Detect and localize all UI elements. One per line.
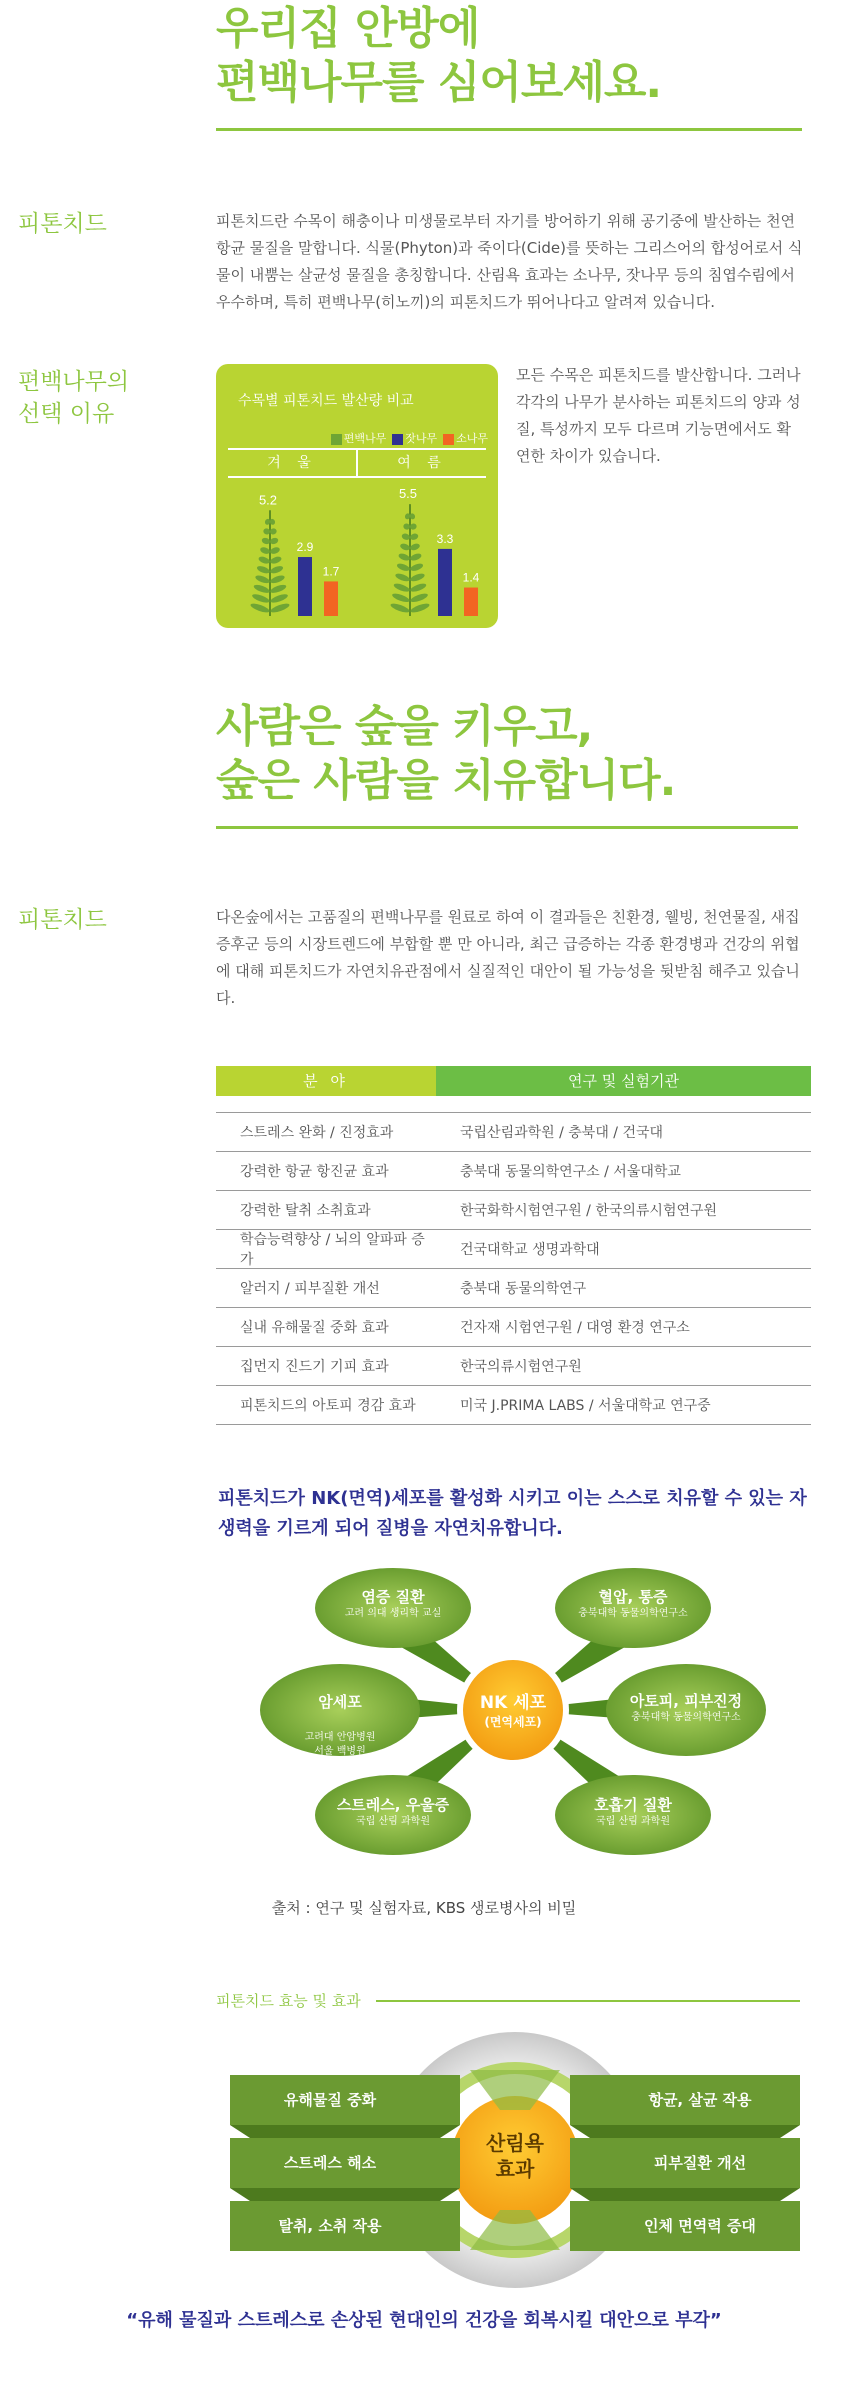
reason-description: 모든 수목은 피톤치드를 발산합니다. 그러나 각각의 나무가 분사하는 피톤치드의 양과 성질, 특성까지 모두 다르며 기능면에서도 확연한 차이가 있습니다. bbox=[516, 366, 801, 465]
petal-title: 염증 질환 bbox=[361, 1588, 425, 1606]
petal-blood-pressure bbox=[555, 1586, 711, 1621]
table-row bbox=[216, 1347, 811, 1386]
cell-org: 한국화학시험연구원 / 한국의류시험연구원 bbox=[460, 1203, 718, 1219]
petal-cancer bbox=[260, 1672, 420, 1792]
cell-field: 강력한 탈취 소취효과 bbox=[240, 1203, 371, 1219]
bar-pine bbox=[324, 581, 338, 616]
bar-pine-nut bbox=[438, 549, 452, 616]
table-row bbox=[216, 1386, 811, 1425]
table-row bbox=[216, 1152, 811, 1191]
cell-org: 충북대 동물의학연구소 / 서울대학교 bbox=[460, 1164, 681, 1180]
effects-title-rule bbox=[376, 2000, 800, 2002]
cell-org: 충북대 동물의학연구 bbox=[460, 1281, 587, 1297]
research-table bbox=[216, 1066, 811, 1425]
table-row bbox=[216, 1230, 811, 1269]
effects-core bbox=[455, 2130, 575, 2182]
petal-inflammation bbox=[315, 1586, 471, 1621]
effect-stress-relief: 스트레스 해소 bbox=[283, 2154, 377, 2172]
cell-org: 건자재 시험연구원 / 대영 환경 연구소 bbox=[460, 1320, 690, 1336]
petal-source: 고려 의대 생리학 교실 bbox=[344, 1608, 442, 1619]
data-label-pine: 1.4 bbox=[462, 570, 480, 585]
phytoncide-label: 피톤치드 bbox=[18, 211, 107, 237]
daonsup-description: 다온숲에서는 고품질의 편백나무를 원료로 하여 이 결과들은 친환경, 웰빙, 천연물질, 새집증후군 등의 시장트렌드에 부합할 뿐 만 아니라, 최근 급증하는 각종 환경병과 건강의 위협에 대해 피톤치드가 자연치유관점에서 실질적인 대안이 될 가능성을 뒷받침 해주고 있습니다. bbox=[216, 908, 800, 1007]
reason-label-line1: 편백나무의 bbox=[18, 369, 130, 395]
data-label-hinoki: 5.5 bbox=[398, 486, 418, 502]
petal-source: 고려대 안암병원 서울 백병원 일본 과학대학 bbox=[304, 1732, 376, 1771]
cell-field: 집먼지 진드기 기피 효과 bbox=[240, 1359, 389, 1375]
effect-neutralize: 유해물질 중화 bbox=[283, 2091, 377, 2109]
cell-org: 건국대학교 생명과학대 bbox=[460, 1242, 600, 1258]
petal-title: 호흡기 질환 bbox=[594, 1796, 672, 1814]
headline-1-line2: 편백나무를 심어보세요. bbox=[216, 57, 662, 108]
phytoncide-chart bbox=[216, 364, 498, 628]
cell-field: 알러지 / 피부질환 개선 bbox=[240, 1281, 380, 1297]
table-row bbox=[216, 1113, 811, 1152]
petal-respiratory bbox=[555, 1794, 711, 1829]
phytoncide-label-2: 피톤치드 bbox=[18, 907, 107, 933]
cell-org: 국립산림과학원 / 충북대 / 건국대 bbox=[460, 1125, 664, 1141]
petal-title: 아토피, 피부진정 bbox=[629, 1692, 743, 1710]
data-label-pine: 1.7 bbox=[322, 564, 340, 579]
table-header bbox=[216, 1066, 811, 1096]
petal-stress bbox=[315, 1794, 471, 1829]
phytoncide-description: 피톤치드란 수목이 해충이나 미생물로부터 자기를 방어하기 위해 공기중에 발산하는 천연 항균 물질을 말합니다. 식물(Phyton)과 죽이다(Cide)를 뜻하는 그리스어의 합성어로서 식물이 내뿜는 살균성 물질을 총칭합니다. 산림욕 효과는 소나무, 잣나무 등의 침엽수림에서 우수하며, 특히 편백나무(히노끼)의 피톤치드가 뛰어나다고 알려져 있습니다. bbox=[216, 212, 803, 311]
bar-fern-hinoki bbox=[250, 510, 291, 616]
effect-deodorize: 탈취, 소취 작용 bbox=[278, 2217, 382, 2235]
data-label-hinoki: 5.2 bbox=[258, 492, 278, 508]
petal-title: 혈압, 통증 bbox=[598, 1588, 668, 1606]
nk-source: 출처 : 연구 및 실험자료, KBS 생로병사의 비밀 bbox=[271, 1899, 577, 1917]
headline-2-line1: 사람은 숲을 키우고, bbox=[216, 701, 593, 752]
chart-plot bbox=[216, 364, 498, 628]
petal-source: 충북대학 동물의학연구소 bbox=[578, 1608, 688, 1619]
nk-core-title: NK 세포 bbox=[479, 1693, 547, 1713]
petal-source: 국립 산림 과학원 bbox=[356, 1816, 430, 1827]
nk-diagram bbox=[258, 1560, 768, 1860]
table-row bbox=[216, 1269, 811, 1308]
cell-field: 강력한 항균 항진균 효과 bbox=[240, 1164, 389, 1180]
cell-field: 피톤치드의 아토피 경감 효과 bbox=[240, 1398, 416, 1414]
effects-title: 피톤치드 효능 및 효과 bbox=[216, 1992, 361, 2010]
header-org: 연구 및 실험기관 bbox=[436, 1066, 811, 1096]
petal-atopy bbox=[606, 1690, 766, 1725]
bar-pine bbox=[464, 588, 478, 616]
petal-source: 국립 산림 과학원 bbox=[596, 1816, 670, 1827]
petal-title: 암세포 bbox=[318, 1693, 362, 1711]
bar-pine-nut bbox=[298, 557, 312, 616]
closing-quote: “유해 물질과 스트레스로 손상된 현대인의 건강을 회복시킬 대안으로 부각” bbox=[126, 2310, 722, 2331]
legend-label-pine-nut: 잣나무 bbox=[405, 432, 438, 445]
table-row bbox=[216, 1191, 811, 1230]
table-row bbox=[216, 1308, 811, 1347]
petal-title: 스트레스, 우울증 bbox=[336, 1796, 450, 1814]
headline-2-line2: 숲은 사람을 치유합니다. bbox=[216, 755, 676, 806]
header-field: 분 야 bbox=[216, 1066, 436, 1096]
cell-field: 실내 유해물질 중화 효과 bbox=[240, 1320, 389, 1336]
chart-title: 수목별 피톤치드 발산량 비교 bbox=[238, 393, 414, 409]
headline-rule bbox=[216, 128, 802, 131]
data-label-pine-nut: 3.3 bbox=[436, 531, 454, 546]
season-summer: 여 름 bbox=[356, 450, 486, 476]
season-winter: 겨 울 bbox=[267, 455, 317, 471]
table-body bbox=[216, 1113, 811, 1425]
cell-org: 미국 J.PRIMA LABS / 서울대학교 연구중 bbox=[460, 1398, 711, 1414]
effects-core-line2: 효과 bbox=[495, 2157, 535, 2181]
reason-label-line2: 선택 이유 bbox=[18, 401, 115, 427]
cell-field: 학습능력향상 / 뇌의 알파파 증가 bbox=[240, 1232, 425, 1268]
headline-2-rule bbox=[216, 826, 798, 829]
effects-core-line1: 산림욕 bbox=[486, 2131, 544, 2155]
nk-core-sub: (면역세포) bbox=[484, 1715, 542, 1729]
nk-statement: 피톤치드가 NK(면역)세포를 활성화 시키고 이는 스스로 치유할 수 있는 자생력을 기르게 되어 질병을 자연치유합니다. bbox=[218, 1488, 807, 1539]
petal-source: 충북대학 동물의학연구소 bbox=[631, 1712, 741, 1723]
effect-immunity: 인체 면역력 증대 bbox=[644, 2217, 756, 2235]
cell-field: 스트레스 완화 / 진정효과 bbox=[240, 1125, 394, 1141]
data-label-pine-nut: 2.9 bbox=[296, 540, 314, 555]
nk-core bbox=[463, 1688, 563, 1730]
legend-label-pine: 소나무 bbox=[456, 432, 488, 445]
headline-1-line1: 우리집 안방에 bbox=[216, 3, 480, 54]
effects-diagram bbox=[230, 2030, 800, 2290]
bar-fern-hinoki bbox=[390, 504, 431, 616]
effect-antibacterial: 항균, 살균 작용 bbox=[648, 2091, 752, 2109]
effect-skin: 피부질환 개선 bbox=[653, 2154, 747, 2172]
cell-org: 한국의류시험연구원 bbox=[460, 1359, 582, 1375]
legend-label-hinoki: 편백나무 bbox=[343, 432, 387, 445]
